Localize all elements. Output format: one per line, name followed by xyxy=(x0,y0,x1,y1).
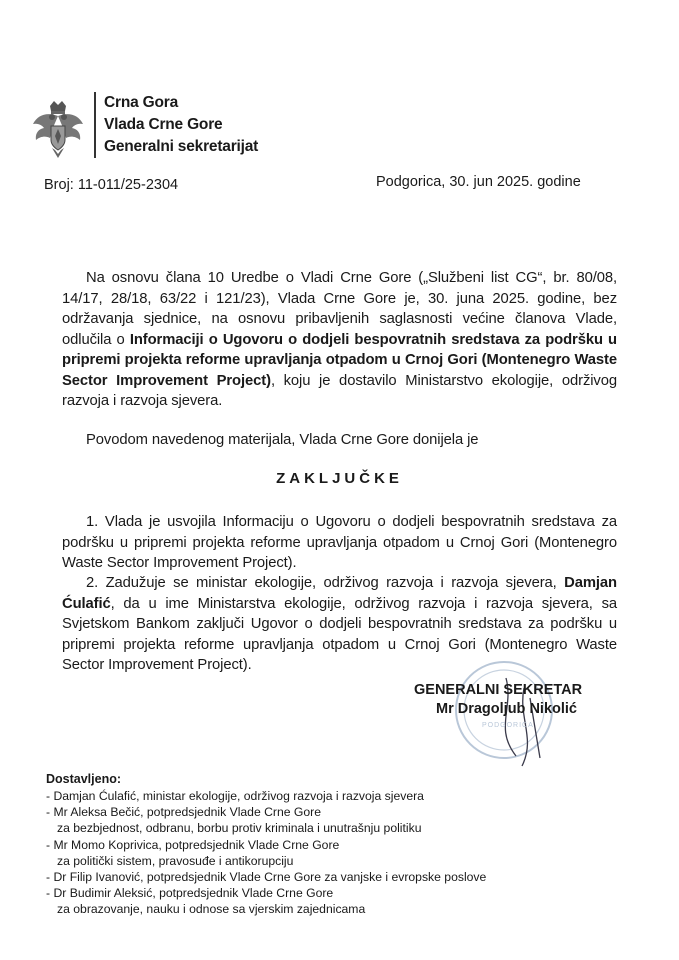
list-item: - Mr Aleksa Bečić, potpredsjednik Vlade Crne Gore xyxy=(46,805,322,820)
document-number: Broj: 11-011/25-2304 xyxy=(44,177,179,193)
stamp-text: PODGORICA xyxy=(482,722,534,729)
conclusions-heading: ZAKLJUČKE xyxy=(276,470,403,487)
distribution-list xyxy=(46,788,606,918)
decision-paragraph: Povodom navedenog materijala, Vlada Crne Gore donijela je xyxy=(86,432,479,448)
header-divider xyxy=(94,92,96,158)
list-item: - Dr Budimir Aleksić, potpredsjednik Vlade Crne Gore xyxy=(46,886,334,901)
intro-text: Na osnovu člana 10 Uredbe o Vladi Crne Gore („Službeni list CG“, br. 80/08, 14/17, 28/18, 63/22 i 121/23), Vlada Crne Gore je, 30. juna 2025. godine, bez održavanja sjednice, na osnovu pribavljenih saglasnosti većine članova Vlade, odlučila o xyxy=(62,270,617,348)
intro-text-end: , koju je dostavilo Ministarstvo ekologije, održivog razvoja i razvoja sjevera. xyxy=(62,372,617,409)
minister-name: Damjan Ćulafić xyxy=(62,575,617,612)
list-item: - Dr Filip Ivanović, potpredsjednik Vlade Crne Gore za vanjske i evropske poslove xyxy=(46,870,487,885)
signature-title: GENERALNI SEKRETAR xyxy=(414,682,583,698)
header-department: Generalni sekretarijat xyxy=(104,138,259,155)
list-item: za politički sistem, pravosuđe i antikorupciju xyxy=(57,853,294,868)
intro-subject: Informaciji o Ugovoru o dodjeli bespovratnih sredstava za podršku u pripremi projekta reforme upravljanja otpadom u Crnoj Gori (Montenegro Waste Sector Improvement Project) xyxy=(62,331,617,389)
conclusion-2-text: 2. Zadužuje se ministar ekologije, održivog razvoja i razvoja sjevera, xyxy=(86,575,565,591)
coat-of-arms-icon xyxy=(30,98,86,162)
intro-paragraph xyxy=(62,268,617,412)
signature-name: Mr Dragoljub Nikolić xyxy=(436,701,577,717)
place-date: Podgorica, 30. jun 2025. godine xyxy=(376,174,581,190)
list-item: - Mr Momo Koprivica, potpredsjednik Vlade Crne Gore xyxy=(46,837,340,852)
list-item: za bezbjednost, odbranu, borbu protiv kriminala i unutrašnju politiku xyxy=(57,821,422,836)
header-country: Crna Gora xyxy=(104,94,178,111)
conclusion-2-text-end: , da u ime Ministarstva ekologije, održivog razvoja i razvoja sjevera, sa Svjetskom Bankom zaključi Ugovor o dodjeli bespovratnih sredstava za podršku u pripremi projekta reforme upravljanja otpadom u Crnoj Gori (Montenegro Waste Sector Improvement Project). xyxy=(62,595,617,673)
list-item: za obrazovanje, nauku i odnose sa vjerskim zajednicama xyxy=(57,902,366,917)
header-government: Vlada Crne Gore xyxy=(104,116,223,133)
conclusion-1: 1. Vlada je usvojila Informaciju o Ugovoru o dodjeli bespovratnih sredstava za podršku u pripremi projekta reforme upravljanja otpadom u Crnoj Gori (Montenegro Waste Sector Improvement Project). xyxy=(62,514,617,571)
list-item: - Damjan Ćulafić, ministar ekologije, održivog razvoja i razvoja sjevera xyxy=(46,789,424,803)
distribution-title: Dostavljeno: xyxy=(46,772,122,786)
